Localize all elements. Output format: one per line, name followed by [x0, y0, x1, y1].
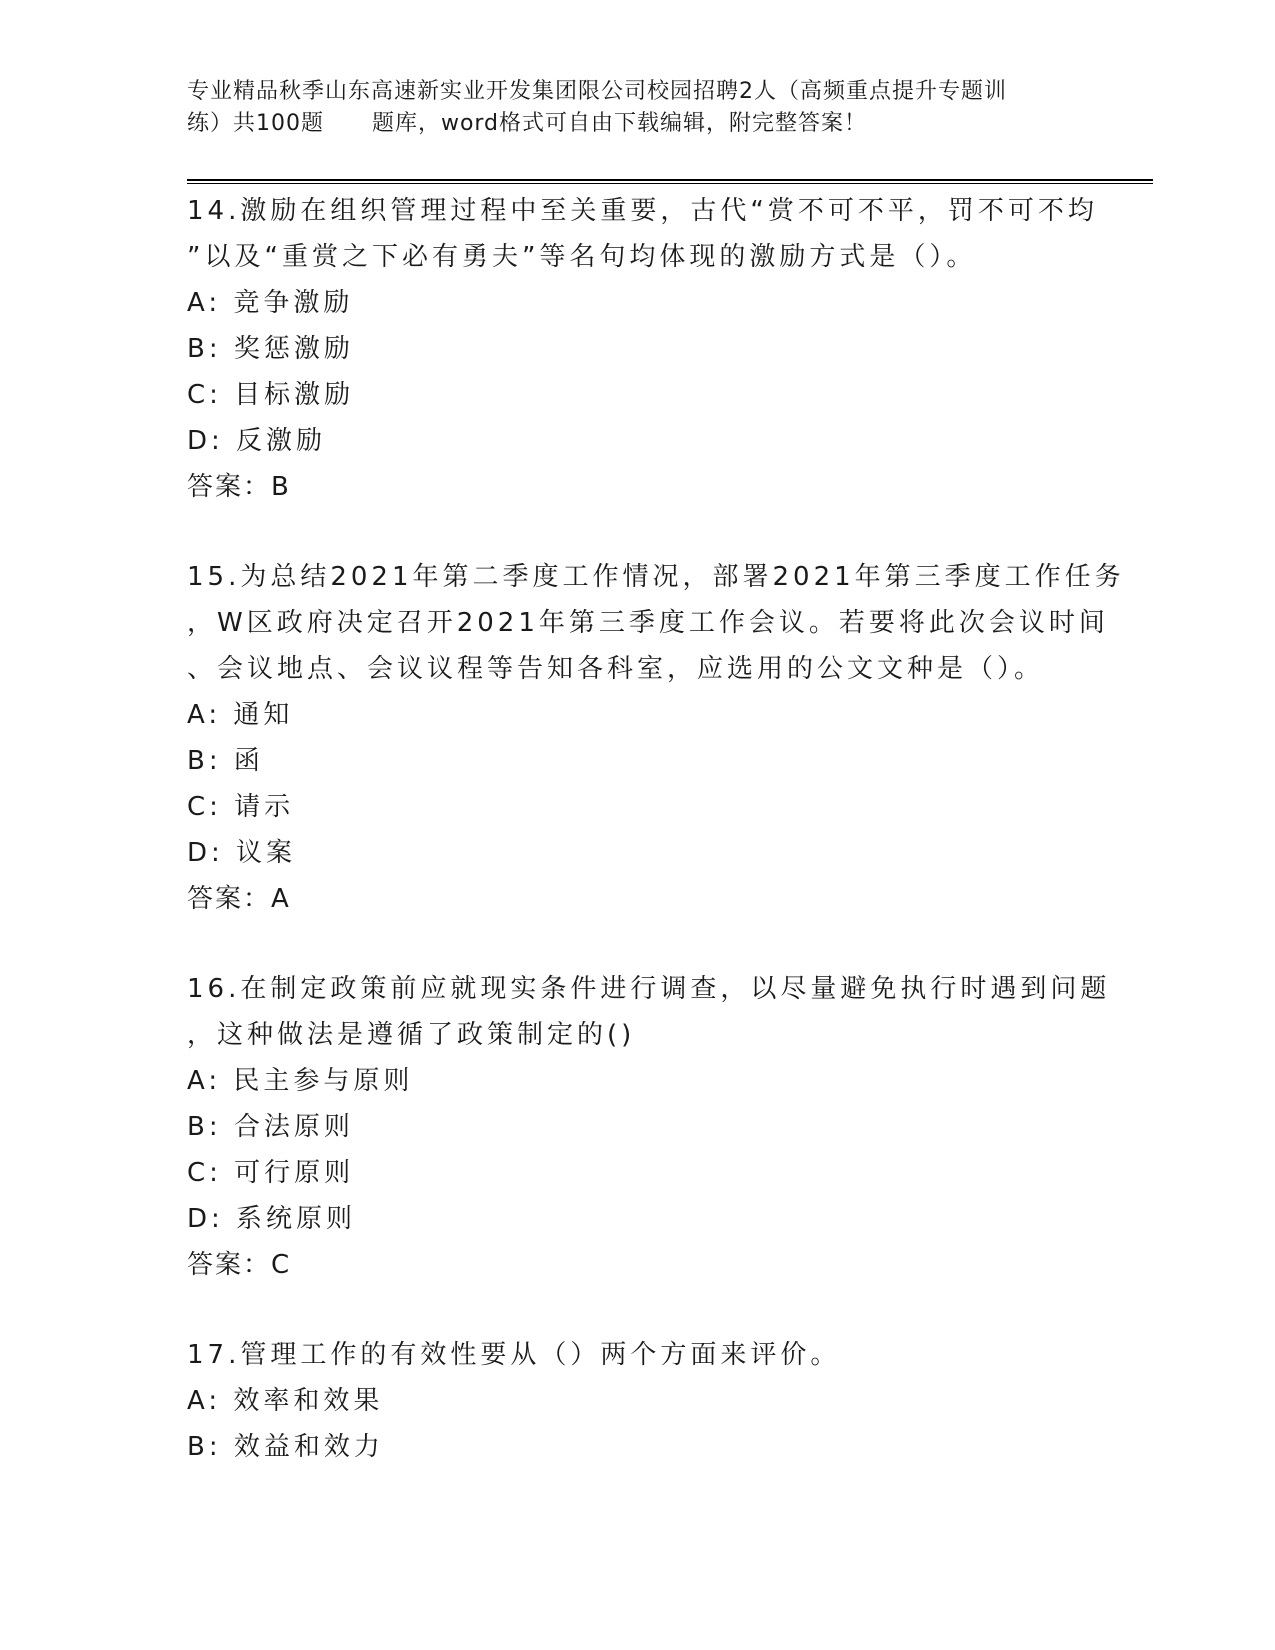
question-text-line: 、会议地点、会议议程等告知各科室，应选用的公文文种是（）。 [187, 654, 1045, 684]
option-a: A: 效率和效果 [187, 1386, 384, 1416]
option-c: C: 目标激励 [187, 380, 355, 410]
question-16 [187, 966, 1111, 1288]
question-text-line: 16.在制定政策前应就现实条件进行调查，以尽量避免执行时遇到问题 [187, 974, 1111, 1004]
header-line-1: 专业精品秋季山东高速新实业开发集团限公司校园招聘2人（高频重点提升专题训 [187, 79, 1007, 104]
question-text-line: ，这种做法是遵循了政策制定的() [187, 1020, 636, 1050]
answer-text: 答案：C [187, 1250, 292, 1280]
question-text-line: ”以及“重赏之下必有勇夫”等名句均体现的激励方式是（）。 [187, 242, 977, 272]
question-list [187, 188, 1125, 1470]
question-17 [187, 1332, 1087, 1470]
option-b: B: 奖惩激励 [187, 334, 354, 364]
question-spacer [187, 1288, 1087, 1332]
option-d: D: 议案 [187, 838, 297, 868]
answer-text: 答案：B [187, 472, 291, 502]
question-text-line: 14.激励在组织管理过程中至关重要，古代“赏不可不平，罚不可不均 [187, 196, 1098, 226]
document-header [187, 76, 1087, 140]
option-a: A: 竞争激励 [187, 288, 354, 318]
header-divider-thin [187, 183, 1153, 184]
question-text-line: ，W区政府决定召开2021年第三季度工作会议。若要将此次会议时间 [187, 608, 1109, 638]
option-b: B: 合法原则 [187, 1112, 354, 1142]
question-spacer [187, 922, 1087, 966]
option-d: D: 系统原则 [187, 1204, 357, 1234]
option-a: A: 通知 [187, 700, 294, 730]
header-divider [187, 179, 1153, 181]
question-15 [187, 554, 1125, 922]
header-line-2: 练）共100题 题库，word格式可自由下载编辑，附完整答案！ [187, 111, 868, 136]
option-d: D: 反激励 [187, 426, 327, 456]
question-text-line: 15.为总结2021年第二季度工作情况，部署2021年第三季度工作任务 [187, 562, 1125, 592]
option-c: C: 可行原则 [187, 1158, 355, 1188]
question-text-line: 17.管理工作的有效性要从（）两个方面来评价。 [187, 1340, 841, 1370]
option-b: B: 效益和效力 [187, 1432, 384, 1462]
option-c: C: 请示 [187, 792, 295, 822]
option-b: B: 函 [187, 746, 264, 776]
option-a: A: 民主参与原则 [187, 1066, 414, 1096]
question-spacer [187, 510, 1087, 554]
question-14 [187, 188, 1098, 510]
answer-text: 答案：A [187, 884, 291, 914]
